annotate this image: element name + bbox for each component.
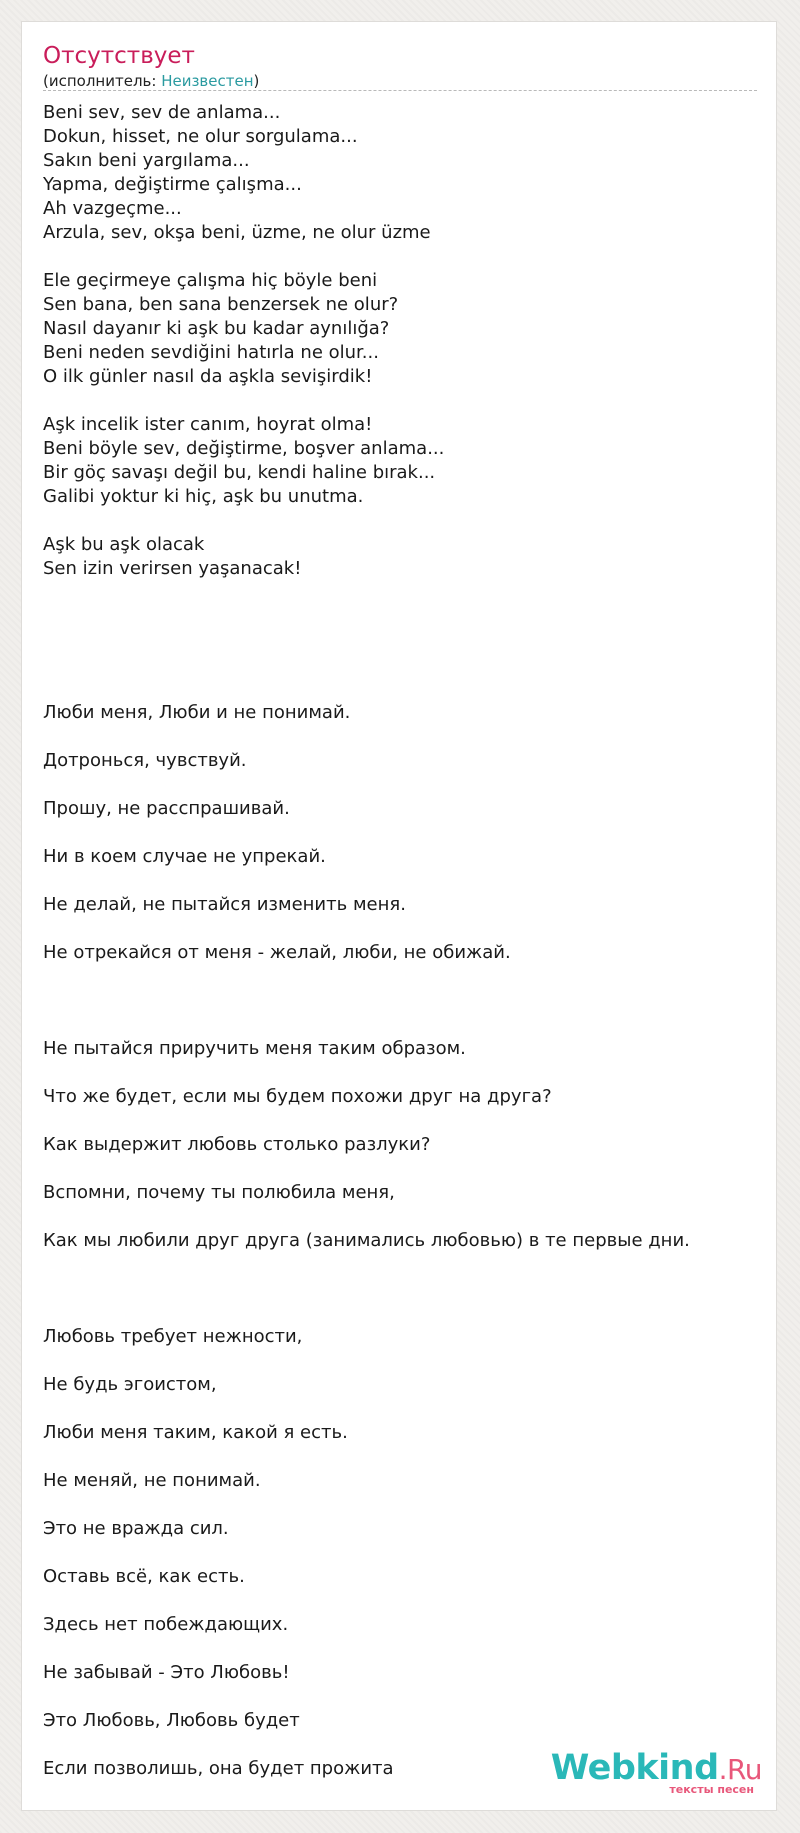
artist-line [43, 72, 259, 91]
artist-link[interactable]: Неизвестен [161, 72, 254, 90]
song-title: Отсутствует [43, 43, 195, 69]
lyrics-card [21, 21, 777, 1811]
logo-tagline: тексты песен [669, 1783, 754, 1796]
artist-suffix: ) [253, 72, 260, 90]
artist-prefix: (исполнитель: [43, 72, 162, 90]
title-divider [43, 90, 757, 91]
site-logo[interactable] [551, 1750, 762, 1796]
lyrics-text: Beni sev, sev de anlama... Dokun, hisset, ne olur sorgulama... Sakın beni yargılama... Yapma, değiştirme çalışma... Ah vazgeçme... Arzula, sev, okşa beni, üzme, ne olur üzme Ele geçirmeye çalışma hiç böyle beni Sen bana, ben sana benzersek ne olur? Nasıl dayanır ki aşk bu kadar aynılığa? Beni neden sevdiğini hatırla ne olur... O ilk günler nasıl da aşkla sevişirdik! Aşk incelik ister canım, hoyrat olma! Beni böyle sev, değiştirme, boşver anlama... Bir göç savaşı değil bu, kendi haline bırak... Galibi yoktur ki hiç, aşk bu unutma. Aşk bu aşk olacak Sen izin verirsen yaşanacak! Люби меня, Люби и не понимай. Дотронься, чувствуй. Прошу, не расспрашивай. Ни в коем случае не упрекай. Не делай, не пытайся изменить меня. Не отрекайся от меня - желай, люби, не обижай. Не пытайся приручить меня таким образом. Что же будет, если мы будем похожи друг на друга? Как выдержит любовь столько разлуки? Вспомни, почему ты полюбила меня, Как мы любили друг друга (занимались любовью) в те первые дни. Любовь требует нежности, Не будь эгоистом, Люби меня таким, какой я есть. Не меняй, не понимай. Это не вражда сил. Оставь всё, как есть. Здесь нет побеждающих. Не забывай - Это Любовь! Это Любовь, Любовь будет Если позволишь, она будет прожита [43, 102, 690, 1779]
logo-tld: .Ru [718, 1753, 762, 1786]
logo-main-text: Webkind [550, 1748, 719, 1788]
